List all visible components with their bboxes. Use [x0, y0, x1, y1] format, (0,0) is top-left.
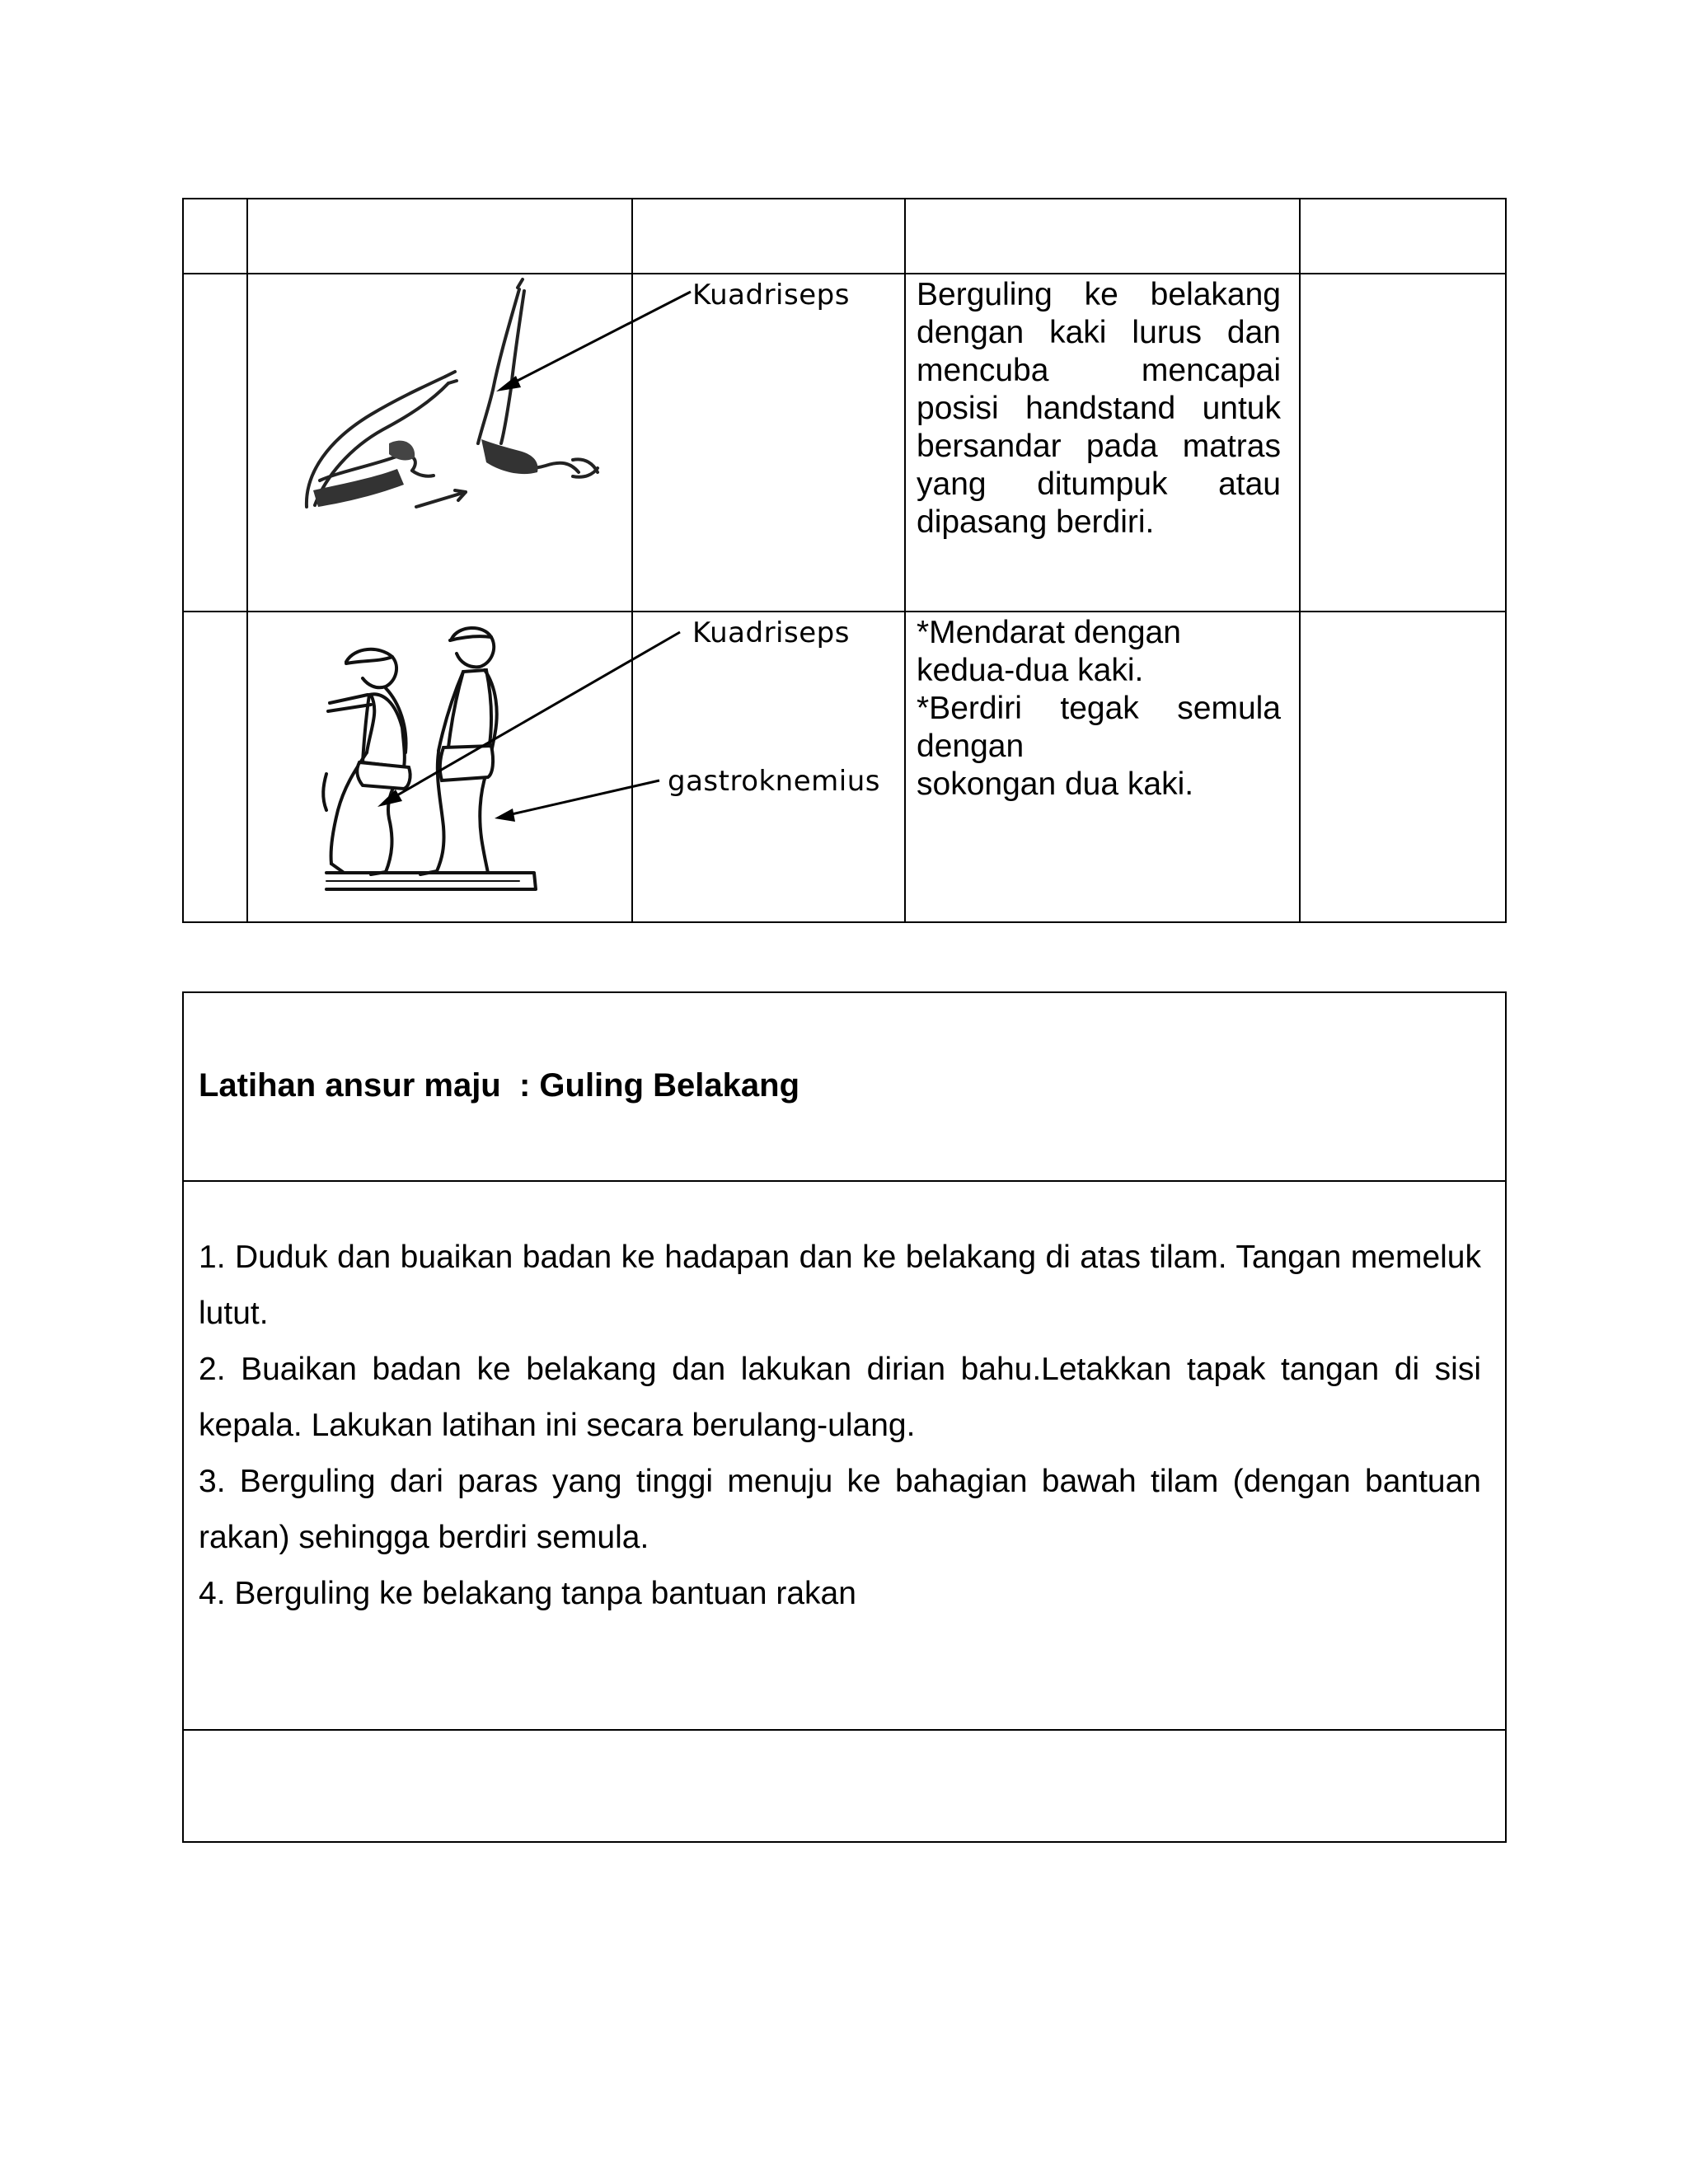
step-2: 2. Buaikan badan ke belakang dan lakukan dirian bahu.Letakkan tapak tangan di sisi kepala. Lakukan latihan ini secara berulang-ulang. — [199, 1352, 1481, 1443]
row2-line-2: kedua-dua kaki. — [917, 653, 1144, 688]
arrow-pointer-row1 — [486, 280, 701, 396]
row1-description: Berguling ke belakang dengan kaki lurus dan mencuba mencapai posisi handstand untuk bersandar pada matras yang ditumpuk atau dipasang berdiri. — [917, 277, 1281, 540]
row2-line-4: sokongan dua kaki. — [917, 766, 1194, 802]
step-3: 3. Berguling dari paras yang tinggi menuju ke bahagian bawah tilam (dengan bantuan rakan) sehingga berdiri semula. — [199, 1464, 1481, 1555]
step-1: 1. Duduk dan buaikan badan ke hadapan dan ke belakang di atas tilam. Tangan memeluk lutut. — [199, 1240, 1481, 1331]
muscle-label-quadriceps-row2: Kuadriseps — [692, 616, 850, 649]
muscle-label-gastrocnemius: gastroknemius — [668, 765, 880, 798]
row2-line-3: *Berdiri tegak semula dengan — [917, 691, 1281, 764]
step-4: 4. Berguling ke belakang tanpa bantuan rakan — [199, 1576, 856, 1611]
muscle-label-quadriceps-row1: Kuadriseps — [692, 279, 850, 312]
arrow-pointer-row2 — [363, 622, 692, 837]
progression-steps — [199, 1230, 1481, 1622]
row2-description — [917, 614, 1281, 804]
row2-line-1: *Mendarat dengan — [917, 615, 1181, 650]
section-title: Latihan ansur maju : Guling Belakang — [199, 1067, 800, 1104]
